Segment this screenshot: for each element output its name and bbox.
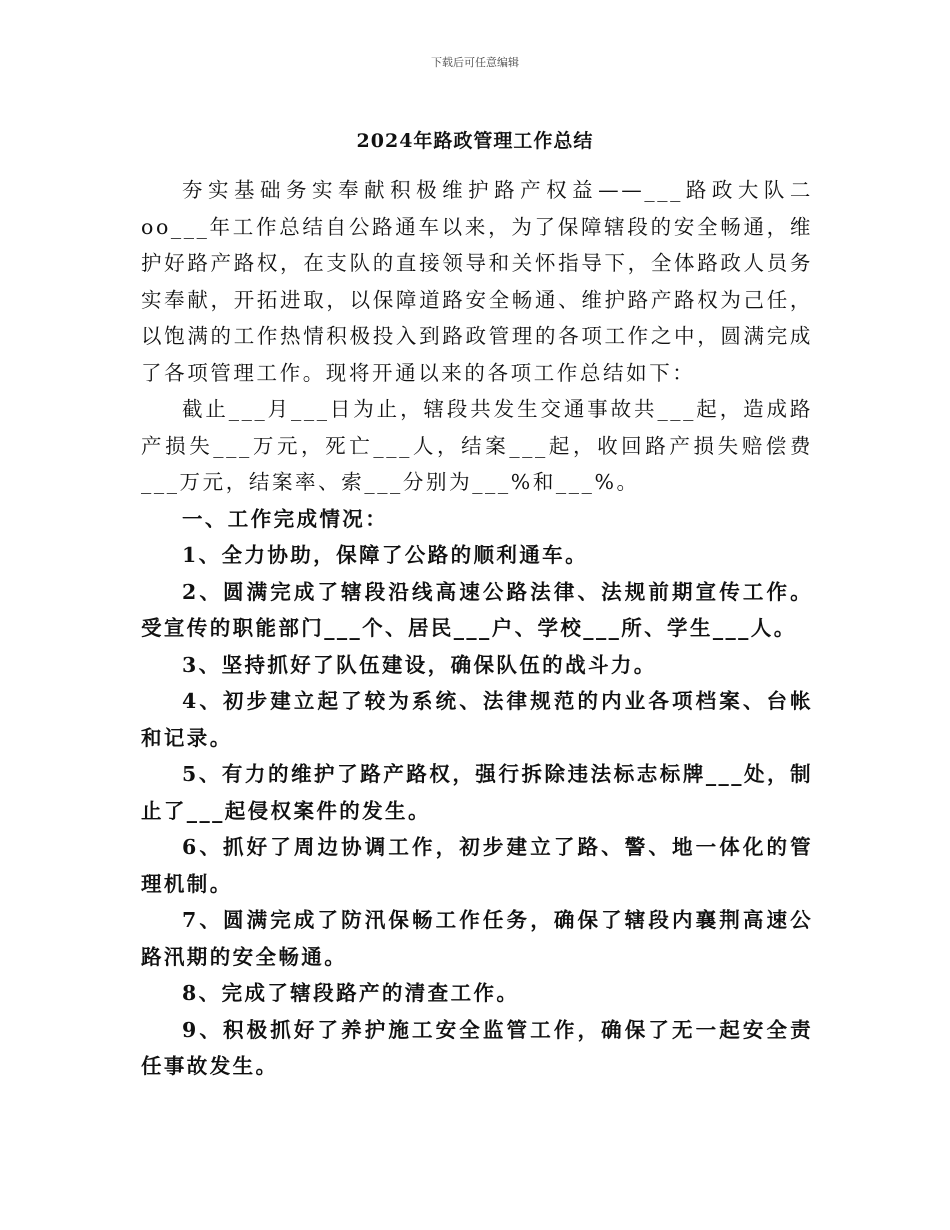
list-item: 7、圆满完成了防汛保畅工作任务，确保了辖段内襄荆高速公路汛期的安全畅通。 xyxy=(141,908,813,969)
header-note: 下载后可任意编辑 xyxy=(431,56,519,69)
document-body xyxy=(141,172,813,1085)
section-heading: 一、工作完成情况： xyxy=(182,506,389,531)
list-item: 5、有力的维护了路产路权，强行拆除违法标志标牌___处，制止了___起侵权案件的发生。 xyxy=(141,762,813,823)
statistics-paragraph: 截止___月___日为止，辖段共发生交通事故共___起，造成路产损失___万元，死亡___人，结案___起，收回路产损失赔偿费___万元，结案率、索___分别为___%和___%。 xyxy=(141,397,813,494)
intro-paragraph: 夯实基础务实奉献积极维护路产权益——___路政大队二oo___年工作总结自公路通车以来，为了保障辖段的安全畅通，维护好路产路权，在支队的直接领导和关怀指导下，全体路政人员务实奉献，开拓进取，以保障道路安全畅通、维护路产路权为己任，以饱满的工作热情积极投入到路政管理的各项工作之中，圆满完成了各项管理工作。现将开通以来的各项工作总结如下： xyxy=(141,178,813,385)
list-item: 9、积极抓好了养护施工安全监管工作，确保了无一起安全责任事故发生。 xyxy=(141,1017,813,1078)
list-item: 4、初步建立起了较为系统、法律规范的内业各项档案、台帐和记录。 xyxy=(141,689,813,750)
list-item: 8、完成了辖段路产的清查工作。 xyxy=(182,981,520,1005)
list-item: 1、全力协助，保障了公路的顺利通车。 xyxy=(182,543,588,567)
list-item: 6、抓好了周边协调工作，初步建立了路、警、地一体化的管理机制。 xyxy=(141,835,813,896)
document-title: 2024年路政管理工作总结 xyxy=(356,130,594,152)
list-item: 3、坚持抓好了队伍建设，确保队伍的战斗力。 xyxy=(182,652,657,677)
list-item: 2、圆满完成了辖段沿线高速公路法律、法规前期宣传工作。受宣传的职能部门___个、居民___户、学校___所、学生___人。 xyxy=(141,579,813,640)
